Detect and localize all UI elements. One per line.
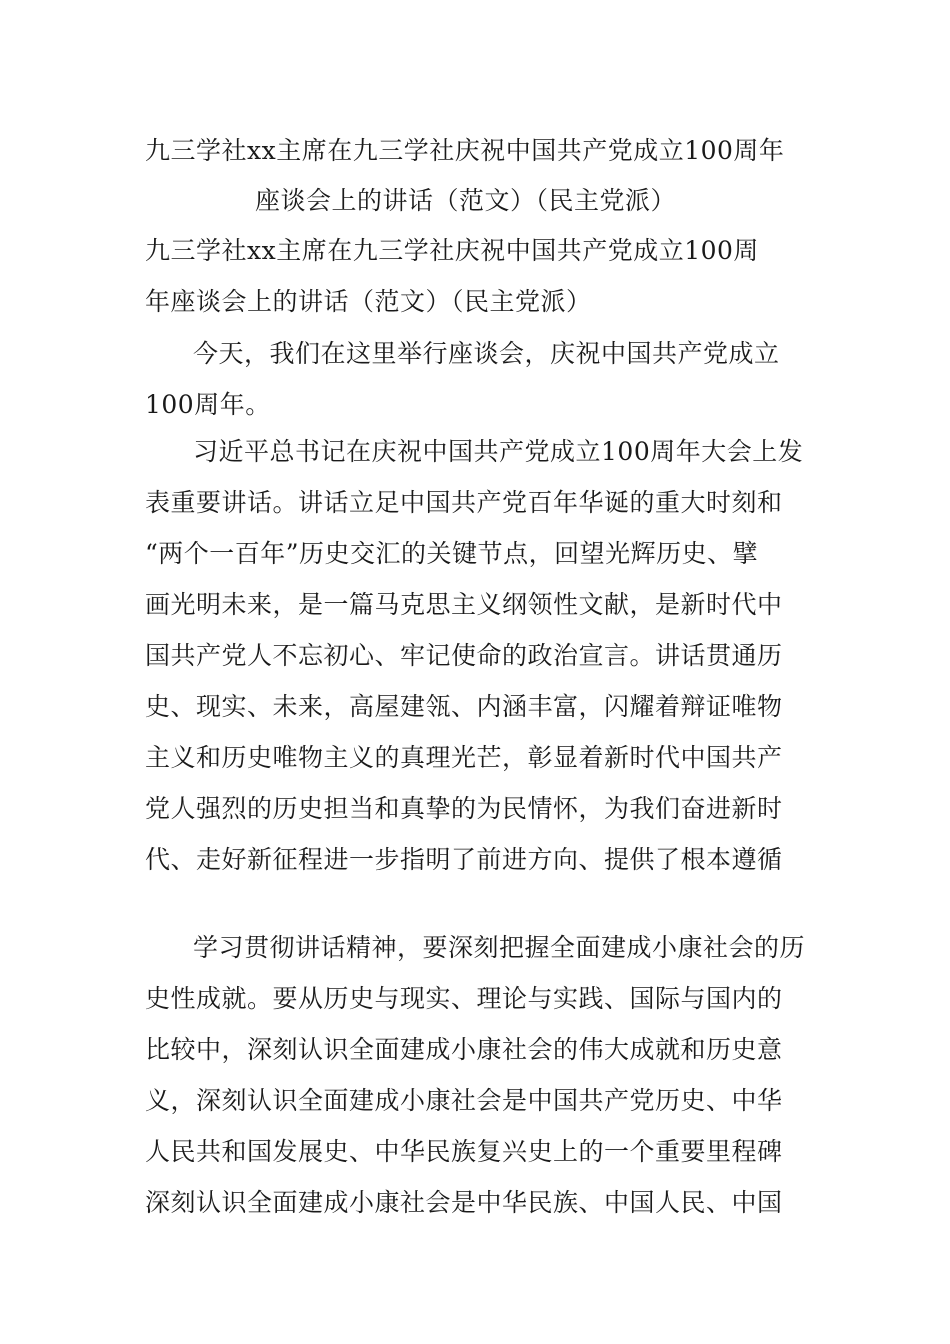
paragraph-line: “两个一百年”历史交汇的关键节点，回望光辉历史、擘 <box>145 539 759 568</box>
paragraph-line: 比较中，深刻认识全面建成小康社会的伟大成就和历史意 <box>145 1035 783 1064</box>
paragraph-line: 画光明未来，是一篇马克思主义纲领性文献，是新时代中 <box>145 590 783 619</box>
paragraph-line: 习近平总书记在庆祝中国共产党成立100周年大会上发 <box>193 437 804 466</box>
paragraph-line: 学习贯彻讲话精神，要深刻把握全面建成小康社会的历 <box>193 933 806 962</box>
paragraph-line: 九三学社xx主席在九三学社庆祝中国共产党成立100周 <box>145 236 759 265</box>
paragraph-line: 今天，我们在这里举行座谈会，庆祝中国共产党成立 <box>193 339 780 368</box>
paragraph-opening <box>145 328 815 430</box>
paragraph-line: 代、走好新征程进一步指明了前进方向、提供了根本遵循 <box>145 845 783 874</box>
paragraph-line: 表重要讲话。讲话立足中国共产党百年华诞的重大时刻和 <box>145 488 783 517</box>
paragraph-line: 史性成就。要从历史与现实、理论与实践、国际与国内的 <box>145 984 783 1013</box>
paragraph-line: 深刻认识全面建成小康社会是中华民族、中国人民、中国 <box>145 1188 783 1217</box>
paragraph-study-spirit <box>145 922 815 1228</box>
paragraph-speech-summary <box>145 426 815 885</box>
paragraph-line: 义，深刻认识全面建成小康社会是中国共产党历史、中华 <box>145 1086 783 1115</box>
paragraph-line: 党人强烈的历史担当和真挚的为民情怀，为我们奋进新时 <box>145 794 783 823</box>
repeated-title-paragraph <box>145 225 815 327</box>
paragraph-line: 国共产党人不忘初心、牢记使命的政治宣言。讲话贯通历 <box>145 641 783 670</box>
paragraph-line: 100周年。 <box>145 390 271 419</box>
paragraph-line: 主义和历史唯物主义的真理光芒，彰显着新时代中国共产 <box>145 743 783 772</box>
paragraph-line: 史、现实、未来，高屋建瓴、内涵丰富，闪耀着辩证唯物 <box>145 692 783 721</box>
document-title-line-2: 座谈会上的讲话（范文）（民主党派） <box>255 186 677 215</box>
paragraph-line: 年座谈会上的讲话（范文）（民主党派） <box>145 287 592 316</box>
document-title-line-1: 九三学社xx主席在九三学社庆祝中国共产党成立100周年 <box>145 136 785 165</box>
paragraph-line: 人民共和国发展史、中华民族复兴史上的一个重要里程碑 <box>145 1137 783 1166</box>
